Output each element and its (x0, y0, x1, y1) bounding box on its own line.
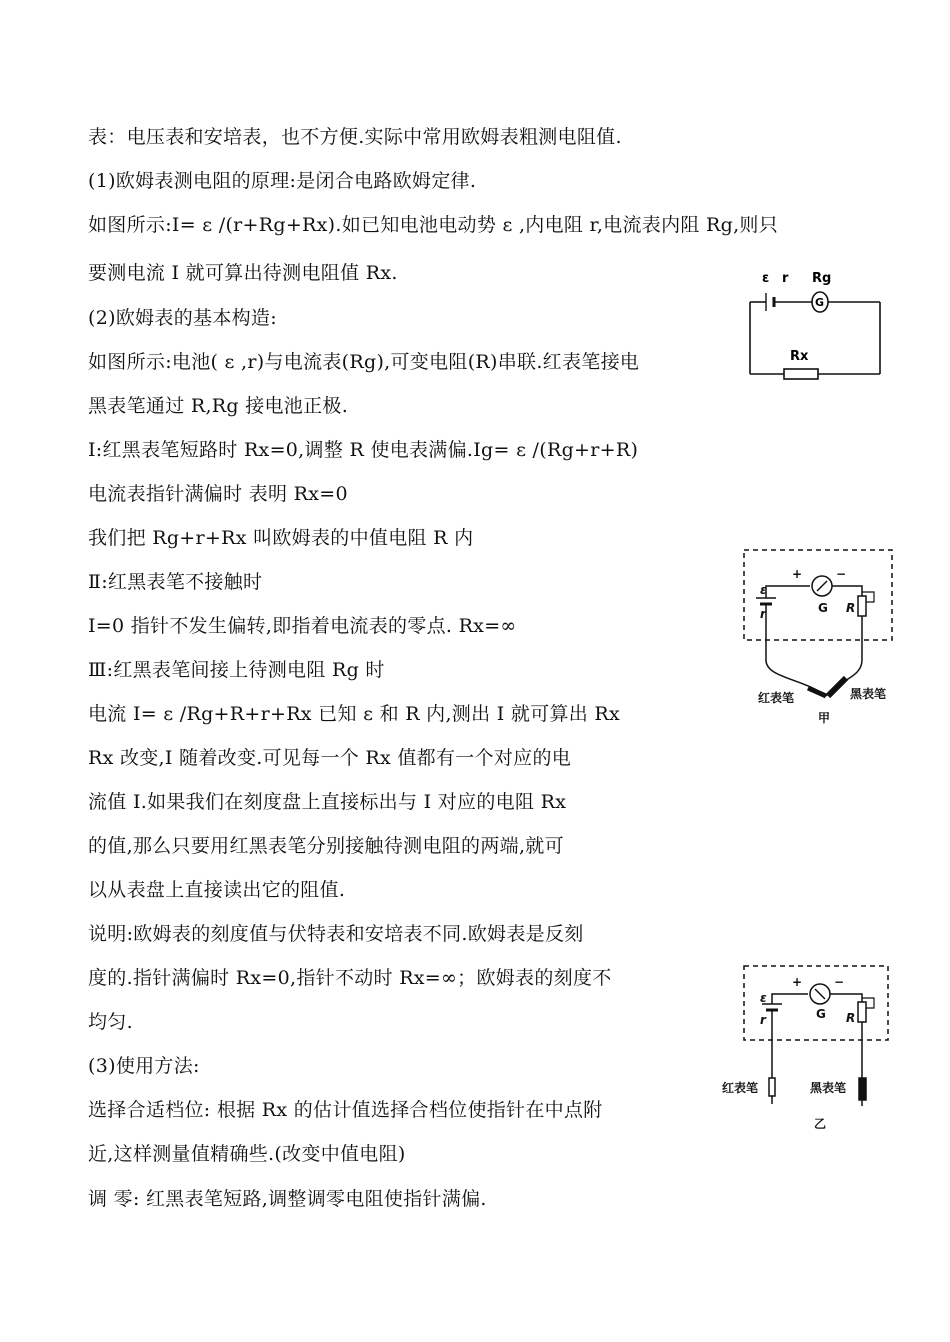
text-line: 均匀. (88, 1011, 133, 1033)
text-line: 电流表指针满偏时 表明 Rx=0 (88, 483, 348, 505)
text-line: 说明:欧姆表的刻度值与伏特表和安培表不同.欧姆表是反刻 (88, 923, 584, 945)
text-line: 表：电压表和安培表，也不方便.实际中常用欧姆表粗测电阻值. (88, 126, 622, 148)
text-line: Rx 改变,I 随着改变.可见每一个 Rx 值都有一个对应的电 (88, 747, 572, 769)
text-line: 电流 I= ε /Rg+R+r+Rx 已知 ε 和 R 内,测出 I 就可算出 Rx (88, 703, 621, 725)
text-line: I=0 指针不发生偏转,即指着电流表的零点. Rx=∞ (88, 615, 517, 637)
fig1-rx-label: Rx (790, 349, 809, 364)
fig1-g-label: G (815, 296, 825, 309)
fig1-rg-label: Rg (812, 271, 832, 286)
fig3-red-probe-label: 红表笔 (722, 1081, 759, 1095)
ohmmeter-diagram-jia (742, 528, 902, 728)
fig3-caption: 乙 (814, 1117, 827, 1131)
ohmmeter-diagram-yi (722, 960, 892, 1140)
fig2-r-label: r (760, 607, 766, 621)
text-line: 近,这样测量值精确些.(改变中值电阻) (88, 1143, 406, 1165)
text-line: 如图所示:电池( ε ,r)与电流表(Rg),可变电阻(R)串联.红表笔接电 (88, 351, 640, 373)
fig3-black-probe-label: 黑表笔 (810, 1081, 847, 1095)
fig2-caption: 甲 (818, 711, 831, 725)
text-line: 黑表笔通过 R,Rg 接电池正极. (88, 395, 349, 417)
text-line: 我们把 Rg+r+Rx 叫欧姆表的中值电阻 R 内 (88, 527, 474, 549)
text-line: 如图所示:I= ε /(r+Rg+Rx).如已知电池电动势 ε ,内电阻 r,电流表内阻 Rg,则只 (88, 214, 779, 236)
fig2-eps-label: ε (760, 583, 767, 597)
text-line: Ⅰ:红黑表笔短路时 Rx=0,调整 R 使电表满偏.Ig= ε /(Rg+r+R) (88, 439, 639, 461)
text-line: (3)使用方法: (88, 1055, 200, 1077)
text-line: Ⅲ:红黑表笔间接上待测电阻 Rg 时 (88, 659, 385, 681)
fig2-minus: − (836, 567, 847, 581)
fig3-minus: − (834, 975, 845, 989)
fig2-black-probe-label: 黑表笔 (850, 687, 887, 701)
fig3-eps-label: ε (760, 991, 767, 1005)
text-line: 选择合适档位: 根据 Rx 的估计值选择合档位使指针在中点附 (88, 1099, 603, 1121)
text-line: Ⅱ:红黑表笔不接触时 (88, 571, 263, 593)
text-line: 流值 I.如果我们在刻度盘上直接标出与 I 对应的电阻 Rx (88, 791, 567, 813)
text-line: 度的.指针满偏时 Rx=0,指针不动时 Rx=∞；欧姆表的刻度不 (88, 967, 612, 989)
text-line: (1)欧姆表测电阻的原理:是闭合电路欧姆定律. (88, 170, 477, 192)
text-line: 要测电流 I 就可算出待测电阻值 Rx. (88, 262, 398, 284)
fig2-plus: + (792, 567, 803, 581)
fig2-g-label: G (818, 601, 828, 615)
text-line: 的值,那么只要用红黑表笔分别接触待测电阻的两端,就可 (88, 835, 564, 857)
text-line: 以从表盘上直接读出它的阻值. (88, 879, 346, 901)
text-line: 调 零: 红黑表笔短路,调整调零电阻使指针满偏. (88, 1188, 487, 1210)
fig3-r-label: r (760, 1013, 766, 1027)
fig3-R-label: R (846, 1011, 856, 1025)
fig2-red-probe-label: 红表笔 (758, 691, 795, 705)
text-line: (2)欧姆表的基本构造: (88, 307, 277, 329)
fig3-g-label: G (816, 1007, 826, 1021)
circuit-diagram-simple (746, 268, 886, 380)
fig1-r-label: r (782, 271, 789, 286)
fig1-eps-label: ε (762, 271, 770, 286)
fig3-plus: + (792, 975, 803, 989)
fig2-R-label: R (846, 601, 856, 615)
